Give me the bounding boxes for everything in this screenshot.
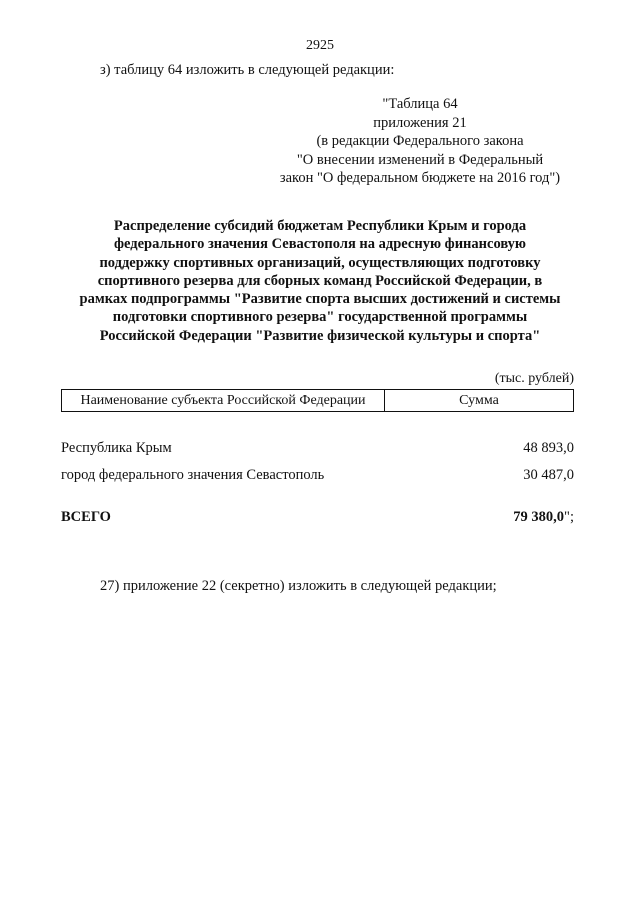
column-header-name: Наименование субъекта Российской Федерации [62,390,385,411]
total-value-wrap [513,509,574,526]
appendix-note-line: "Таблица 64 [382,96,458,112]
table-title-line: подготовки спортивного резерва" государственной программы [112,309,528,326]
row-value: 30 487,0 [523,466,574,483]
table-title [50,217,590,345]
row-name: Республика Крым [61,439,172,456]
column-header-sum: Сумма [459,392,499,408]
table-title-line: Распределение субсидий бюджетам Республики Крым и города [113,218,527,234]
intro-line: з) таблицу 64 изложить в следующей редакции: [100,62,395,78]
closing-quote: "; [564,508,574,525]
table-total-row [61,507,574,527]
final-line: 27) приложение 22 (секретно) изложить в следующей редакции; [100,578,497,594]
page-number: 2925 [306,38,334,53]
table-title-line: рамках подпрограммы "Развитие спорта высших достижений и системы [79,291,561,308]
appendix-note-line: (в редакции Федерального закона [316,133,524,150]
table-title-line: Российской Федерации "Развитие физической культуры и спорта" [99,327,541,344]
appendix-note [270,95,570,188]
appendix-note-line: приложения 21 [373,114,467,131]
table-header [61,389,574,412]
table-row [61,438,574,458]
table-title-line: поддержку спортивных организаций, осуществляющих подготовку [99,254,541,271]
total-value: 79 380,0 [513,508,565,525]
table-title-line: федерального значения Севастополя на адресную финансовую [113,236,526,253]
table-title-line: спортивного резерва для сборных команд Российской Федерации, в [97,272,543,289]
row-value: 48 893,0 [523,439,574,456]
appendix-note-line: закон "О федеральном бюджете на 2016 год") [279,170,561,187]
total-label: ВСЕГО [61,508,111,525]
unit-label: (тыс. рублей) [494,371,574,386]
table-row [61,465,574,485]
row-name: город федерального значения Севастополь [61,466,325,483]
appendix-note-line: "О внесении изменений в Федеральный [296,151,544,168]
